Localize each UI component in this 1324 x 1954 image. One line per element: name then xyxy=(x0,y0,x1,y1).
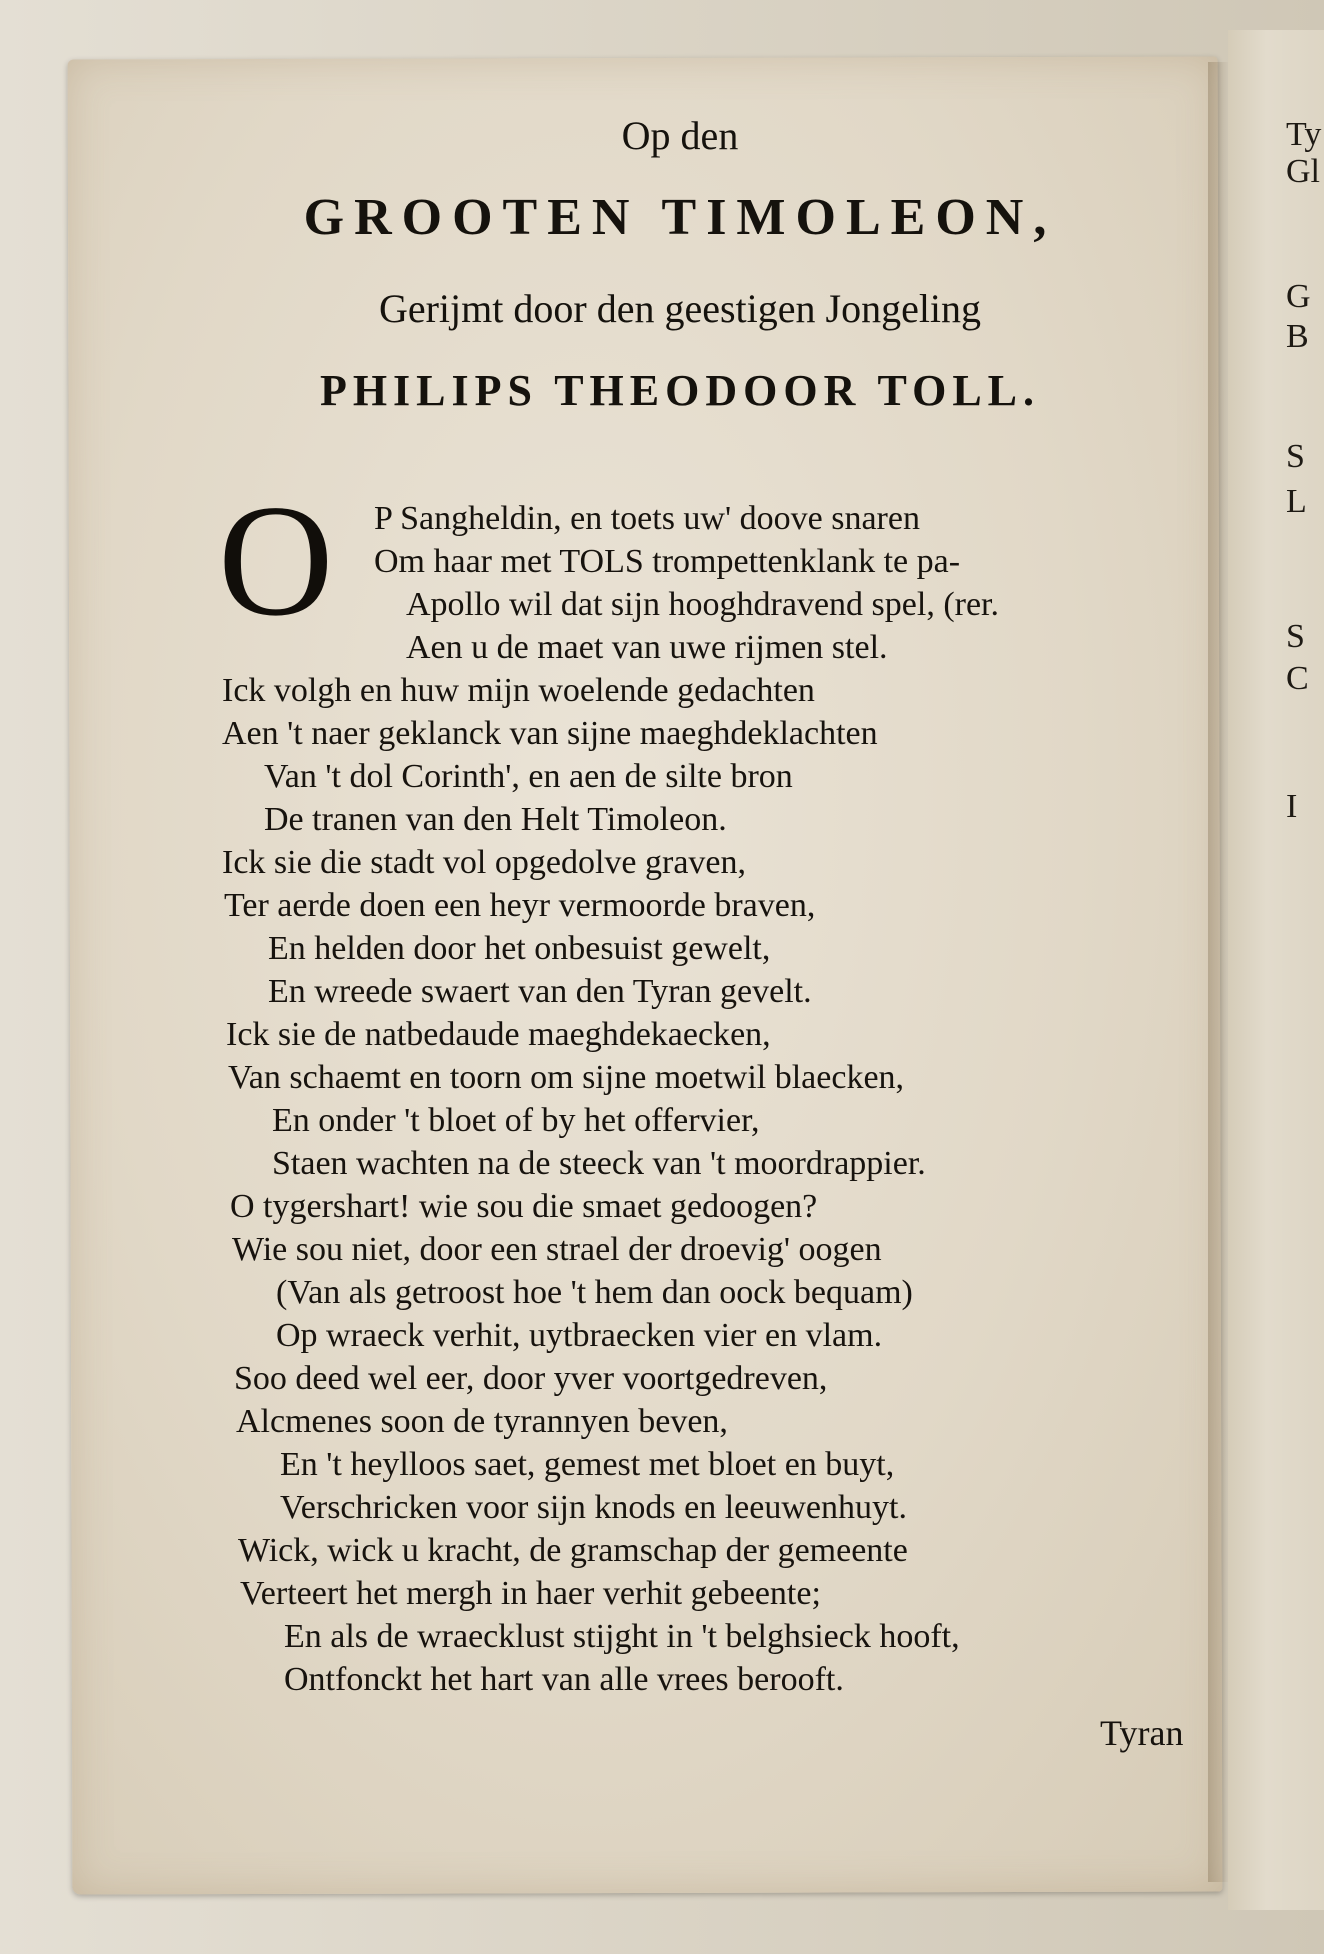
poem-line: Van 't dol Corinth', en aen de silte bron xyxy=(264,758,793,795)
author-name: PHILIPS THEODOOR TOLL. xyxy=(319,366,1041,415)
page-title: GROOTEN TIMOLEON, xyxy=(303,189,1057,246)
facing-page-fragment: G xyxy=(1286,278,1311,315)
poem-line: Verschricken voor sijn knods en leeuwenhuyt. xyxy=(280,1489,907,1526)
poem-line: Ick sie die stadt vol opgedolve graven, xyxy=(222,844,747,881)
page-subtitle: Gerijmt door den geestigen Jongeling xyxy=(378,286,982,331)
facing-page-fragment: L xyxy=(1286,483,1307,520)
poem-line: En wreede swaert van den Tyran gevelt. xyxy=(268,973,812,1010)
poem-line: Van schaemt en toorn om sijne moetwil blaecken, xyxy=(228,1059,905,1096)
poem-line: Ick volgh en huw mijn woelende gedachten xyxy=(222,672,815,709)
poem-line: De tranen van den Helt Timoleon. xyxy=(264,801,727,838)
poem-line: Ick sie de natbedaude maeghdekaecken, xyxy=(226,1016,771,1053)
poem-line: En helden door het onbesuist gewelt, xyxy=(268,930,771,967)
poem-line: P Sangheldin, en toets uw' doove snaren xyxy=(374,500,920,537)
facing-page-fragment: Ty xyxy=(1286,116,1322,153)
poem-line: Verteert het mergh in haer verhit gebeente; xyxy=(240,1575,821,1612)
page-gutter xyxy=(1208,62,1230,1882)
poem-line: Apollo wil dat sijn hooghdravend spel, (rer. xyxy=(406,586,1000,623)
catchword: Tyran xyxy=(1100,1713,1184,1753)
poem-line: Staen wachten na de steeck van 't moordrappier. xyxy=(272,1145,926,1182)
poem-line: Ontfonckt het hart van alle vrees berooft. xyxy=(284,1661,844,1698)
poem-line: Ter aerde doen een heyr vermoorde braven, xyxy=(224,887,816,924)
poem-line: Om haar met TOLS trompettenklank te pa- xyxy=(374,543,961,580)
poem-line: O tygershart! wie sou die smaet gedoogen? xyxy=(230,1188,818,1225)
facing-page-fragment: S xyxy=(1286,438,1305,475)
drop-cap: O xyxy=(218,471,334,649)
facing-page-fragment: C xyxy=(1286,660,1309,697)
poem-line: Wick, wick u kracht, de gramschap der gemeente xyxy=(238,1532,908,1569)
facing-page-fragment: I xyxy=(1286,788,1298,825)
facing-page-fragment: S xyxy=(1286,618,1305,655)
poem-line: Aen u de maet van uwe rijmen stel. xyxy=(406,629,888,666)
facing-page-fragment: B xyxy=(1286,318,1309,355)
poem-line: Aen 't naer geklanck van sijne maeghdeklachten xyxy=(222,715,878,752)
poem-line: Wie sou niet, door een strael der droevig' oogen xyxy=(232,1231,882,1268)
facing-page-edge xyxy=(1228,30,1324,1910)
poem-line: (Van als getroost hoe 't hem dan oock bequam) xyxy=(276,1274,913,1311)
heading-op-den: Op den xyxy=(621,113,739,158)
poem-line: En onder 't bloet of by het offervier, xyxy=(272,1102,760,1139)
poem-line: Soo deed wel eer, door yver voortgedreven, xyxy=(234,1360,828,1397)
poem-line: En 't heylloos saet, gemest met bloet en buyt, xyxy=(280,1446,895,1483)
poem-line: Op wraeck verhit, uytbraecken vier en vlam. xyxy=(276,1317,883,1354)
facing-page-fragment: Gl xyxy=(1286,153,1320,190)
poem-line: En als de wraecklust stijght in 't belghsieck hooft, xyxy=(284,1618,960,1655)
poem-line: Alcmenes soon de tyrannyen beven, xyxy=(236,1403,728,1440)
